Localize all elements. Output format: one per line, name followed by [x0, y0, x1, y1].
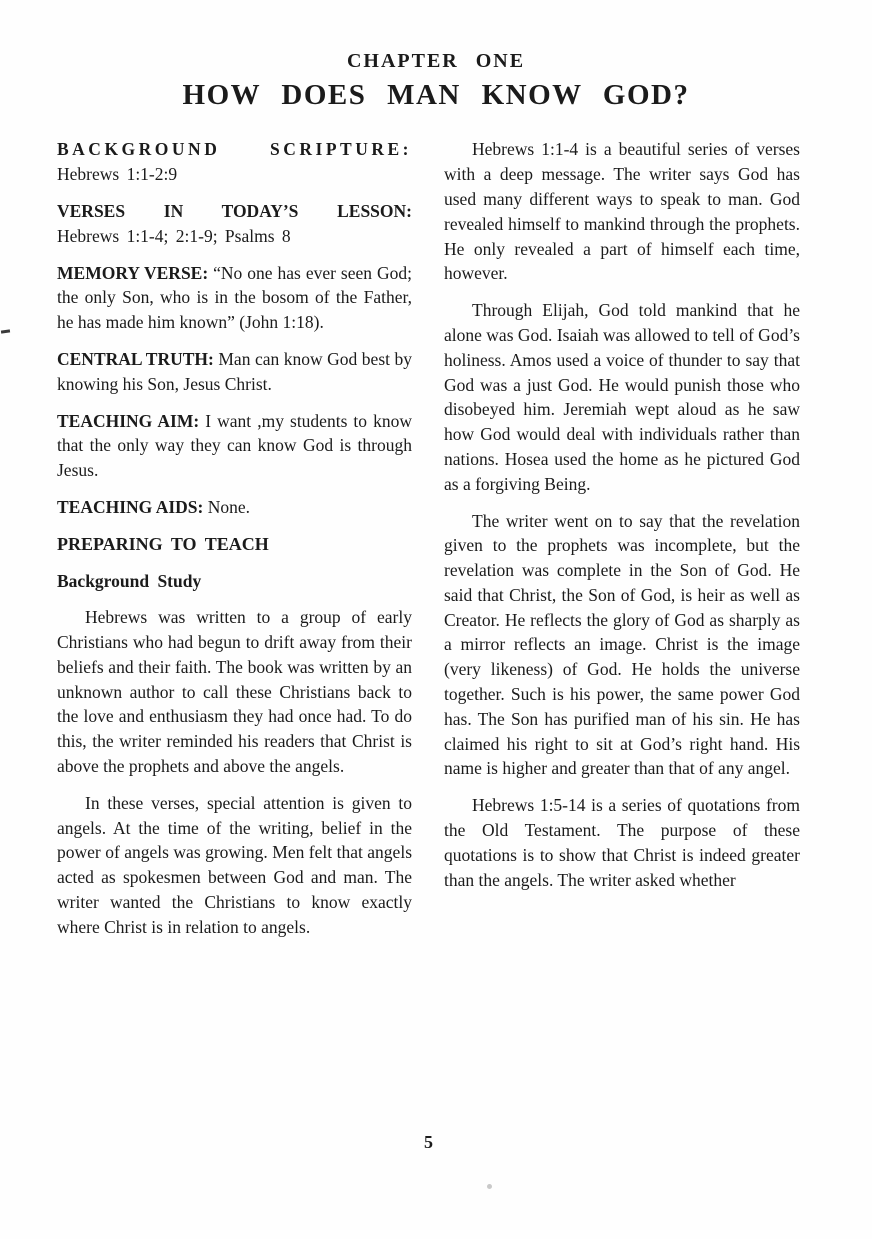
left-column: [57, 137, 412, 951]
memory-verse-text: “No one has ever seen God; the only Son, who is in the bosom of the Father, he has made him known” (John 1:18).: [57, 262, 412, 333]
teaching-aids-label: TEACHING AIDS:: [57, 496, 204, 517]
paragraph: The writer went on to say that the revelation given to the prophets was incomplete, but the revelation was complete in the Son of God. He said that Christ, the Son of God, is heir as well as Creator. He reflects the glory of God as sharply as a mirror reflects an image. Christ is the image (very likeness) of God. He holds the universe together. Such is his power, the same power God has. The Son has purified man of his sin. He has claimed his right to sit at God’s right hand. His name is higher and greater than that of any angel.: [444, 510, 800, 779]
verses-lesson-value: Hebrews 1:1-4; 2:1-9; Psalms 8: [57, 225, 291, 246]
paragraph: Through Elijah, God told mankind that he alone was God. Isaiah was allowed to tell of God’s holiness. Amos used a voice of thunder to say that God was a just God. He would punish those who disobeyed him. Jeremiah wept aloud as he saw how God would deal with individuals rather than nations. Hosea used the home as he pictured God as a forgiving Being.: [444, 300, 800, 494]
central-truth-section: [57, 347, 412, 397]
page-header: [0, 0, 872, 112]
page-number: 5: [424, 1132, 433, 1152]
teaching-aids-section: [57, 495, 412, 520]
verses-lesson-label: VERSES IN TODAY’S LESSON:: [57, 200, 412, 221]
paragraph: Hebrews was written to a group of early Christians who had begun to drift away from their beliefs and their faith. The book was written by an unknown author to call these Christians back to the love and enthusiasm they had once had. To do this, the writer reminded his readers that Christ is above the prophets and above the angels.: [57, 607, 412, 777]
background-study-subheading: Background Study: [57, 570, 202, 591]
page-title: HOW DOES MAN KNOW GOD?: [182, 79, 690, 111]
background-scripture-label: BACKGROUND SCRIPTURE:: [57, 139, 412, 160]
teaching-aids-text: None.: [207, 496, 251, 517]
right-column: [444, 137, 800, 951]
central-truth-label: CENTRAL TRUTH:: [57, 348, 214, 369]
memory-verse-label: MEMORY VERSE:: [57, 262, 209, 283]
scan-artifact-speck: [487, 1184, 492, 1189]
chapter-heading: CHAPTER ONE: [346, 50, 526, 72]
paragraph: Hebrews 1:1-4 is a beautiful series of verses with a deep message. The writer says God has used many different ways to speak to man. God revealed himself to mankind through the prophets. He only revealed a part of himself each time, however.: [444, 139, 800, 284]
teaching-aim-section: [57, 409, 412, 483]
central-truth-text: Man can know God best by knowing his Son, Jesus Christ.: [57, 348, 412, 394]
scan-artifact-dash: [1, 329, 10, 333]
memory-verse-section: [57, 261, 412, 335]
paragraph: Hebrews 1:5-14 is a series of quotations from the Old Testament. The purpose of these quotations is to show that Christ is indeed greater than the angels. The writer asked whether: [444, 795, 800, 890]
background-scripture-value: Hebrews 1:1-2:9: [57, 164, 178, 185]
teaching-aim-text: I want ,my students to know that the only way they can know God is through Jesus.: [57, 410, 412, 481]
two-column-body: [57, 137, 800, 951]
teaching-aim-label: TEACHING AIM:: [57, 410, 200, 431]
paragraph: In these verses, special attention is given to angels. At the time of the writing, belief in the power of angels was growing. Men felt that angels acted as spokesmen between God and man. The writer wanted the Christians to know exactly where Christ is in relation to angels.: [57, 792, 412, 937]
preparing-to-teach-heading: PREPARING TO TEACH: [57, 533, 269, 554]
